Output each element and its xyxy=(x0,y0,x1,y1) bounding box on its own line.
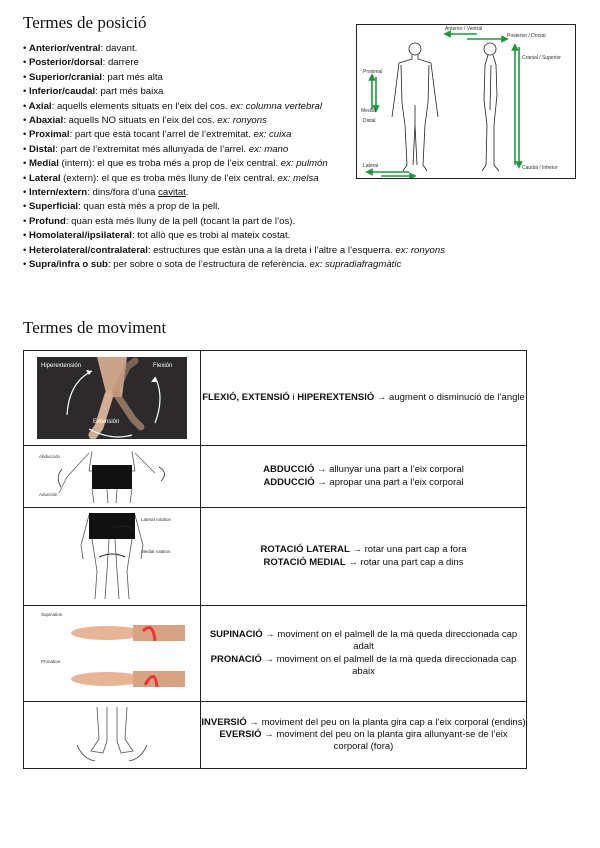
term-item: • Intern/extern: dins/fora d’una cavitat. xyxy=(23,187,189,199)
movement-description xyxy=(201,351,527,446)
term-item: • Posterior/dorsal: darrere xyxy=(23,57,139,69)
term-item: • Inferior/caudal: part més baixa xyxy=(23,86,164,98)
term-item: • Superficial: quan està més a prop de la pell. xyxy=(23,201,220,213)
table-row xyxy=(24,351,527,446)
term-item: • Medial (intern): el que es troba més a prop de l’eix central. ex: pulmón xyxy=(23,158,328,170)
eversion-line: EVERSIÓ → moviment del peu on la planta gira allunyant-se de l’eix corporal (fora) xyxy=(219,728,508,753)
term-item: • Heterolateral/contralateral: estructures que estàn una a la dreta i l’altre a l’esquerra. ex: ronyons xyxy=(23,244,445,256)
medial-rotation-line: ROTACIÓ MEDIAL → rotar una part cap a dins xyxy=(263,556,464,568)
supination-line: SUPINACIÓ → moviment on el palmell de la mà queda direccionada cap adalt xyxy=(209,629,518,653)
posterior-label: Posterior / Dorsal xyxy=(507,33,546,39)
medial-rotation-label: Medial rotation xyxy=(141,548,171,554)
anterior-label: Anterior / Ventral xyxy=(445,26,483,32)
abduction-illustration xyxy=(37,449,187,505)
rotation-illustration xyxy=(37,511,187,603)
adduction-label: Aducción xyxy=(39,491,58,497)
table-row xyxy=(24,446,527,508)
pronation-line: PRONACIÓ → moviment on el palmell de la mà queda direccionada cap abaix xyxy=(210,653,517,677)
table-row xyxy=(24,702,527,769)
anatomical-position-figure xyxy=(356,24,576,179)
supination-drawing xyxy=(37,611,187,697)
table-row xyxy=(24,606,527,702)
term-item: • Supra/infra o sub: per sobre o sota de l’estructura de referència. ex: supradiafragmàtic xyxy=(23,259,402,271)
abduction-line: ABDUCCIÓ → allunyar una part a l’eix corporal xyxy=(263,464,464,476)
supination-illustration xyxy=(37,611,187,697)
term-item: • Lateral (extern): el que es troba més lluny de l’eix central. ex: melsa xyxy=(23,172,319,184)
medial-label: Medial xyxy=(361,108,376,114)
side-body-outline xyxy=(482,43,499,171)
movement-description xyxy=(201,702,527,769)
movement-image-cell xyxy=(24,702,201,769)
inversion-illustration xyxy=(37,705,187,765)
flexion-label: Flexión xyxy=(153,363,173,369)
pronation-label: Pronation xyxy=(41,658,61,664)
movement-image-cell xyxy=(24,351,201,446)
movement-image-cell xyxy=(24,508,201,606)
term-item: • Superior/cranial: part més alta xyxy=(23,71,163,83)
proximal-label: Proximal xyxy=(363,69,383,75)
movement-image-cell xyxy=(24,446,201,508)
lateral-rotation-label: Lateral rotation xyxy=(141,516,172,522)
inversion-line: INVERSIÓ → moviment del peu on la planta gira cap a l’eix corporal (endins) xyxy=(201,716,526,728)
supination-label: Supination xyxy=(41,611,63,617)
movement-image-cell xyxy=(24,606,201,702)
movement-section-title: Termes de moviment xyxy=(23,318,167,337)
adduction-line: ADDUCCIÓ → apropar una part a l’eix corporal xyxy=(263,476,464,488)
term-item: • Proximal: part que està tocant l’arrel de l’extremitat. ex: cuixa xyxy=(23,129,292,141)
abduction-label: Abducción xyxy=(39,453,61,459)
rotation-drawing xyxy=(37,511,187,603)
flexion-line: FLEXIÓ, EXTENSIÓ i HIPEREXTENSIÓ → augment o disminució de l’angle xyxy=(202,391,525,403)
extension-label: Extensión xyxy=(93,419,120,425)
lateral-label: Lateral xyxy=(363,163,379,169)
movement-description xyxy=(201,446,527,508)
term-item: • Axial: aquells elements situats en l’eix del cos. ex: columna vertebral xyxy=(23,100,322,112)
lateral-rotation-line: ROTACIÓ LATERAL → rotar una part cap a fora xyxy=(260,544,467,556)
term-item: • Homolateral/ipsilateral: tot allò que es trobi al mateix costat. xyxy=(23,230,291,242)
direction-arrows xyxy=(367,32,522,179)
term-item: • Profund: quan està més lluny de la pell (tocant la part de l’os). xyxy=(23,215,296,227)
position-section-title: Termes de posició xyxy=(23,13,147,32)
inversion-drawing xyxy=(37,705,187,765)
movement-description xyxy=(201,508,527,606)
term-item: • Anterior/ventral: davant. xyxy=(23,43,138,54)
term-item: • Distal: part de l’extremitat més allunyada de l’arrel. ex: mano xyxy=(23,143,289,155)
movement-description xyxy=(201,606,527,702)
flexion-illustration xyxy=(37,357,187,439)
movement-table xyxy=(23,350,527,769)
body-diagram xyxy=(357,25,575,178)
term-item: • Abaxial: aquells NO situats en l’eix del cos. ex: ronyons xyxy=(23,115,267,127)
flexion-photo xyxy=(37,357,187,439)
hyperextension-label: Hiperextensión xyxy=(41,363,82,369)
distal-label: Distal xyxy=(363,118,376,124)
table-row xyxy=(24,508,527,606)
front-body-outline xyxy=(392,43,438,171)
caudal-label: Caudal / Inferior xyxy=(522,165,558,171)
cranial-label: Cranial / Superior xyxy=(522,55,561,61)
